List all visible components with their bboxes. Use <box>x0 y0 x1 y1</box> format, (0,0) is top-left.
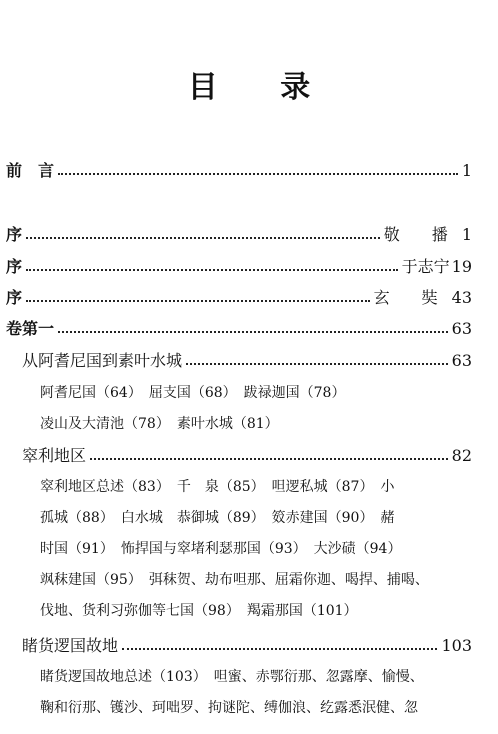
toc-entry-page: 43 <box>451 288 472 307</box>
toc-entry-volume-1[interactable] <box>6 319 472 339</box>
toc-entry-author: 敬 播 <box>383 225 456 244</box>
toc-entry-author: 玄 奘 <box>373 288 446 307</box>
toc-entry-page: 19 <box>451 257 472 276</box>
toc-entry-label: 从阿耆尼国到素叶水城 <box>22 351 183 370</box>
page-title: 目 录 <box>187 70 337 105</box>
toc-entry-label: 卷第一 <box>6 319 55 338</box>
toc-entry-page: 1 <box>461 161 472 180</box>
toc-entry-preface[interactable] <box>6 161 472 181</box>
subentry-block-2 <box>40 472 480 627</box>
subentry-line: 窣利地区总述（83） 千 泉（85） 呾逻私城（87） 小 <box>40 479 395 495</box>
toc-entry-label: 睹货逻国故地 <box>22 636 119 655</box>
dot-leader <box>122 648 437 650</box>
toc-entry-page: 63 <box>451 351 472 370</box>
toc-entry-page: 63 <box>451 319 472 338</box>
dot-leader <box>26 237 380 239</box>
subentry-line: 伐地、货利习弥伽等七国（98） 羯霜那国（101） <box>40 603 358 619</box>
dot-leader <box>186 363 448 365</box>
subentry-line: 鞠和衍那、镬沙、珂咄罗、拘谜陀、缚伽浪、纥露悉泯健、忽 <box>40 700 418 716</box>
subentry-block-1 <box>40 378 480 440</box>
subentry-block-3 <box>40 662 480 724</box>
toc-entry-label: 序 <box>6 225 23 244</box>
toc-entry-author: 于志宁 <box>401 257 450 276</box>
toc-entry-section-3[interactable] <box>22 636 472 656</box>
toc-entry-preface-xuanzang[interactable] <box>6 288 472 308</box>
toc-entry-section-2[interactable] <box>22 446 472 466</box>
subentry-line: 时国（91） 怖捍国与窣堵利瑟那国（93） 大沙碛（94） <box>40 541 402 557</box>
toc-entry-page: 1 <box>461 225 472 244</box>
subentry-line: 睹货逻国故地总述（103） 呾蜜、赤鄂衍那、忽露摩、愉慢、 <box>40 669 424 685</box>
toc-entry-label: 序 <box>6 288 23 307</box>
toc-entry-label: 前 言 <box>6 161 55 180</box>
subentry-line: 阿耆尼国（64） 屈支国（68） 跋禄迦国（78） <box>40 385 346 401</box>
dot-leader <box>90 458 448 460</box>
subentry-line: 飒秣建国（95） 弭秣贺、劫布呾那、屈霜你迦、喝捍、捕喝、 <box>40 572 429 588</box>
dot-leader <box>58 173 458 175</box>
toc-entry-label: 窣利地区 <box>22 446 87 465</box>
toc-entry-page: 82 <box>451 446 472 465</box>
subentry-line: 凌山及大清池（78） 素叶水城（81） <box>40 416 279 432</box>
dot-leader <box>26 300 370 302</box>
dot-leader <box>58 331 448 333</box>
toc-entry-label: 序 <box>6 257 23 276</box>
toc-entry-preface-yuzhining[interactable] <box>6 257 472 277</box>
subentry-line: 孤城（88） 白水城 恭御城（89） 笯赤建国（90） 赭 <box>40 510 395 526</box>
toc-entry-section-1[interactable] <box>22 351 472 371</box>
dot-leader <box>26 269 398 271</box>
toc-entry-page: 103 <box>441 636 472 655</box>
toc-entry-preface-jingbo[interactable] <box>6 225 472 245</box>
